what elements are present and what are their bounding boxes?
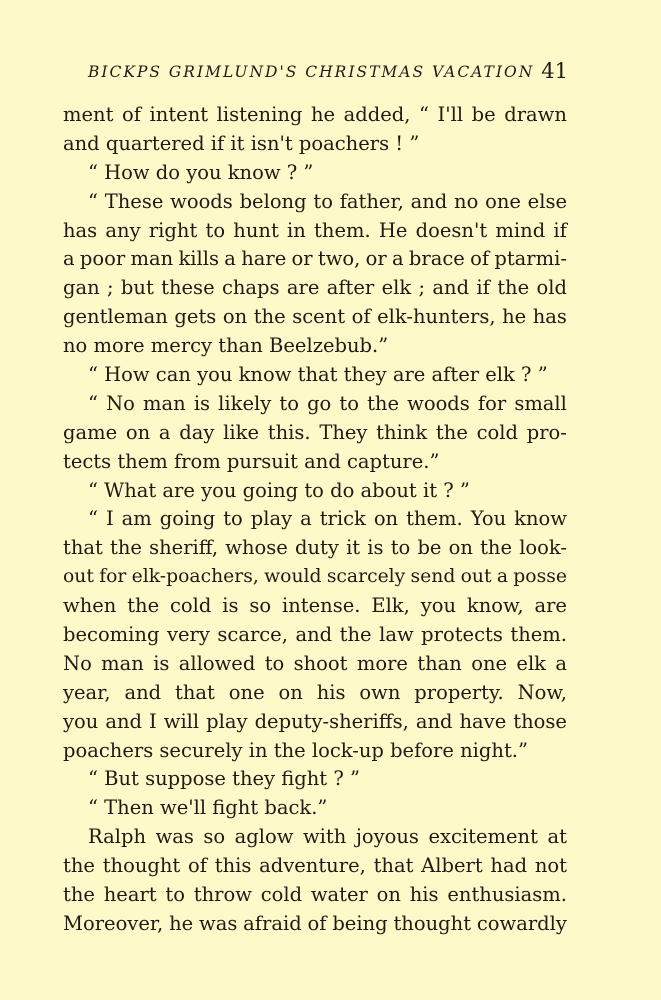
text-line [63,217,567,246]
word: is [222,594,239,618]
text-line [63,303,567,332]
word: father, [339,189,404,213]
word: shoot [293,651,348,675]
word: the [110,536,142,560]
word: elk-hunters, [377,305,496,329]
word: that [175,680,215,704]
word: go [307,391,332,415]
text-line: “ How can you know that they are after elk ? ” [88,363,548,387]
word: year, [63,680,111,704]
word: No [63,651,92,675]
word: a [300,507,312,531]
word: small [514,391,567,415]
word: drawn [504,103,567,126]
word: the [63,854,95,878]
word: They [319,420,368,444]
word: posse [513,566,567,588]
word: poor [79,247,126,271]
word: man [101,651,144,675]
word: one [485,189,521,213]
word: on [448,536,473,560]
word: gan [63,276,100,300]
word: property. [414,680,504,704]
word: No [106,391,135,415]
text-line [63,419,567,448]
word: elk-poachers, [131,566,259,588]
word: scarcely [326,566,406,588]
word: was [155,825,194,849]
word: hare [241,247,287,271]
word: that [373,854,414,878]
word: one [471,651,508,675]
word: is [193,391,211,415]
word: deputy-sheriffs, [254,709,409,733]
word: and [295,623,333,647]
text-line [63,245,567,274]
word: elk [516,651,546,675]
word: You [470,507,507,531]
word: on [278,680,303,704]
page-number: 41 [541,59,568,83]
word: has [63,218,98,242]
word: of [470,247,490,271]
word: the [435,420,468,444]
word: woods [170,189,233,213]
word: the [63,883,95,907]
word: his [409,883,439,907]
word: after [326,276,375,300]
word: on [222,305,248,329]
word: being [332,911,388,935]
word: and [415,709,453,733]
running-title: BICKPS GRIMLUND'S CHRISTMAS VACATION [88,63,535,81]
word: but [120,276,154,300]
word: He [378,218,408,242]
word: sheriff, [149,536,219,560]
word: to [264,651,285,675]
word: hunt [233,218,279,242]
word: enthusiasm. [447,883,567,907]
word: be [471,103,496,126]
word: have [459,709,507,733]
word: ; [418,276,426,300]
word: day [179,420,215,444]
word: of [351,305,371,329]
word: more [356,651,408,675]
word: ment [63,103,114,126]
word: send [410,566,456,588]
word: has [532,305,567,329]
word: “ [88,189,98,213]
word: to [165,883,185,907]
word: Ralph [88,825,147,849]
word: on [373,507,399,531]
word: like [223,420,259,444]
word: cold [476,420,518,444]
word: else [527,189,567,213]
word: with [302,825,347,849]
text-line [63,852,567,881]
word: play [206,709,248,733]
word: or [365,247,387,271]
word: that [63,536,103,560]
word: to [205,218,226,242]
word: “ [88,391,98,415]
word: Elk, [371,594,410,618]
word: gentleman [63,305,168,329]
word: pro- [526,420,567,444]
text-line [63,621,567,650]
word: man [130,247,174,271]
word: aglow [234,825,294,849]
word: I'll [437,103,464,126]
word: would [264,566,322,588]
text-line [63,592,567,621]
word: old [536,276,567,300]
word: adventure, [259,854,366,878]
word: a [391,247,404,271]
word: play [250,507,293,531]
word: duty [295,536,339,560]
text-line [63,390,567,419]
word: doesn't [415,218,488,242]
text-line: “ What are you going to do about it ? ” [88,478,470,502]
word: those [513,709,567,733]
word: and [432,276,470,300]
word: and [410,189,448,213]
text-line: poachers securely in the lock-up before night.” [63,738,528,762]
text-line [63,881,567,910]
word: a [158,420,171,444]
word: had [490,854,528,878]
word: intent [149,103,209,126]
word: law [379,623,414,647]
word: and [105,709,143,733]
text-line [63,188,567,217]
text-line [63,650,567,679]
word: so [249,594,272,618]
word: allowed [178,651,256,675]
word: on [125,420,151,444]
text-line: and quartered if it isn't poachers ! ” [63,131,420,155]
word: of [188,854,207,878]
word: going [159,507,216,531]
word: likely [218,391,272,415]
word: These [104,189,164,213]
word: or [291,247,313,271]
word: “ [88,507,98,531]
word: the [367,391,400,415]
word: look- [519,536,567,560]
word: it [346,536,361,560]
word: I [105,507,114,531]
word: very [166,623,210,647]
word: the [127,594,160,618]
word: them. [510,623,567,647]
text-line: tects them from pursuit and capture.” [63,449,440,473]
word: you [63,709,99,733]
word: any [105,218,141,242]
word: for [99,566,127,588]
word: trick [319,507,366,531]
word: becoming [63,623,160,647]
text-line [63,563,567,592]
word: the [497,276,530,300]
word: them. [314,218,371,242]
word: for [477,391,507,415]
word: Moreover, [63,911,164,935]
body-text [63,101,567,939]
word: if [476,276,490,300]
word: excitement [428,825,538,849]
word: added, [343,103,411,126]
word: is [367,536,384,560]
running-head [88,61,568,87]
word: to [339,391,359,415]
word: was [199,911,238,935]
word: two, [317,247,361,271]
word: man [143,391,186,415]
word: gets [174,305,217,329]
word: own [359,680,401,704]
word: kills [178,247,220,271]
text-line: no more mercy than Beelzebub.” [63,334,389,358]
word: are [286,276,320,300]
word: listening [216,103,303,126]
text-line: “ Then we'll fight back.” [88,796,328,820]
word: out [63,566,94,588]
word: of [307,911,327,935]
word: right [148,218,198,242]
word: heart [103,883,157,907]
word: he [502,305,527,329]
text-line [63,534,567,563]
word: a [63,247,75,271]
word: he [169,911,194,935]
word: game [63,420,118,444]
word: in [287,218,306,242]
text-line [63,708,567,737]
word: throw [193,883,252,907]
word: a [224,247,236,271]
word: the [480,536,513,560]
word: one [228,680,265,704]
word: thought [393,911,472,935]
word: cowardly [476,911,567,935]
word: afraid [243,911,302,935]
word: Now, [517,680,567,704]
word: belong [239,189,307,213]
word: and [124,680,162,704]
word: than [417,651,462,675]
word: will [163,709,200,733]
word: is [153,651,170,675]
word: you [420,594,457,618]
text-line [63,823,567,852]
word: not [534,854,567,878]
word: when [63,594,117,618]
word: know [514,507,567,531]
word: the [339,623,372,647]
word: woods [407,391,470,415]
word: Albert [421,854,483,878]
word: be [417,536,442,560]
word: to [313,189,333,213]
word: scarce, [217,623,288,647]
text-line [63,274,567,303]
word: on [376,883,401,907]
text-line [63,679,567,708]
word: to [223,507,243,531]
text-line: “ How do you know ? ” [88,160,314,184]
word: ptarmi- [494,247,567,271]
word: scent [292,305,346,329]
word: a [555,651,567,675]
word: whose [225,536,288,560]
word: a [496,566,508,588]
word: he [310,103,336,126]
text-line [63,910,567,939]
word: am [121,507,152,531]
word: chaps [221,276,280,300]
word: ; [107,276,114,300]
word: the [253,305,286,329]
word: out [460,566,492,588]
word: thought [102,854,181,878]
word: joyous [355,825,419,849]
word: brace [408,247,465,271]
word: to [279,391,299,415]
word: cold [260,883,303,907]
word: of [122,103,141,126]
word: his [316,680,346,704]
word: intense. [281,594,361,618]
text-line: “ But suppose they fight ? ” [88,767,360,791]
word: are [534,594,567,618]
word: to [390,536,411,560]
word: this [214,854,252,878]
word: water [310,883,368,907]
text-line [63,101,567,130]
text-line [63,505,567,534]
word: I [149,709,157,733]
word: these [161,276,215,300]
word: if [553,218,567,242]
word: cold [170,594,212,618]
word: this. [267,420,311,444]
word: protects [421,623,503,647]
word: no [454,189,479,213]
word: at [547,825,567,849]
word: them. [406,507,463,531]
word: “ [418,103,429,126]
word: know, [466,594,524,618]
word: think [376,420,428,444]
word: mind [495,218,546,242]
word: so [203,825,226,849]
word: elk [381,276,412,300]
